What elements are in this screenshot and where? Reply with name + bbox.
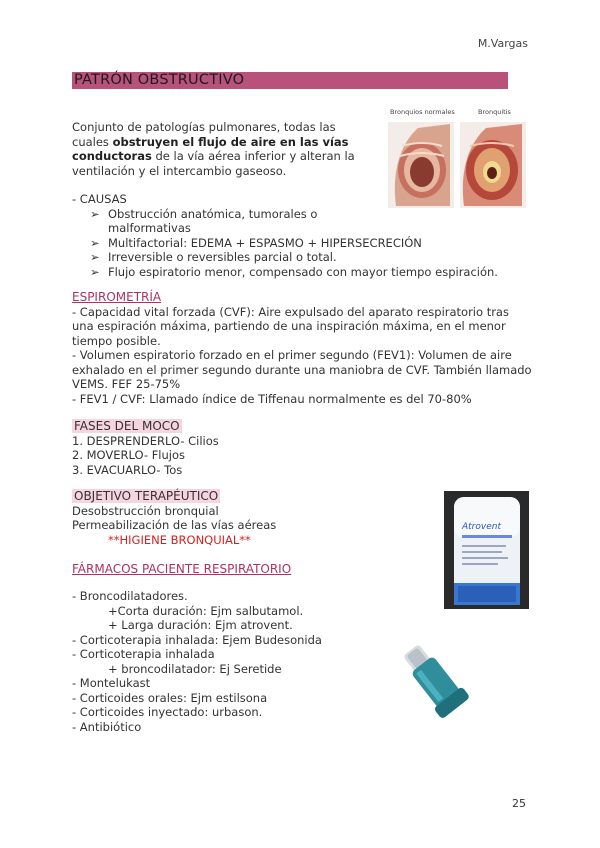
arrow-bullet-icon: ➢ [90,264,100,279]
list-item: ➢ Irreversible o reversibles parcial o total. [90,250,337,264]
list-item: ➢ Multifactorial: EDEMA + ESPASMO + HIPERSECRECIÓN [90,235,422,250]
objetivo-line: Desobstrucción bronquial [72,503,219,518]
farmacos-heading: FÁRMACOS PACIENTE RESPIRATORIO [72,562,292,576]
list-item: + broncodilatador: Ej Seretide [108,661,282,676]
higiene-bronquial-highlight: **HIGIENE BRONQUIAL** [108,532,251,547]
causes-list [72,207,532,280]
list-item: - Broncodilatadores. [72,589,188,603]
espirometria-line: - FEV1 / CVF: Llamado índice de Tiffenau normalmente es del 70-80% [72,391,472,406]
author-name: M.Vargas [477,37,528,50]
list-item: - Corticoterapia inhalada [72,647,215,661]
page-number: 25 [512,797,526,810]
page-title: PATRÓN OBSTRUCTIVO [74,72,245,88]
espirometria-line: - Volumen espiratorio forzado en el primer segundo (FEV1): Volumen de aire exhalado en el primer segundo durante una maniobra de CVF. También llamado VEMS. FEF 25-75% [72,348,532,391]
list-item: - Corticoides orales: Ejm estilsona [72,690,268,705]
farmacos-list [72,589,402,734]
list-item: 3. EVACUARLO- Tos [72,462,183,477]
espirometria-heading: ESPIROMETRÍA [72,290,162,304]
list-item: - Antibiótico [72,719,142,734]
intro-paragraph [72,120,362,178]
inhaler-device-illustration [394,640,474,720]
arrow-bullet-icon: ➢ [90,235,100,250]
list-item: - Corticoides inyectado: urbason. [72,705,263,719]
list-item: +Corta duración: Ejm salbutamol. [108,603,304,618]
list-item: 2. MOVERLO- Flujos [72,448,186,462]
objetivo-section [72,489,372,547]
list-item: ➢ Obstrucción anatómica, tumorales o malformativas [90,206,318,235]
list-item: - Corticoterapia inhalada: Ejem Budesonida [72,632,322,647]
bronchi-bronchitis-label: Bronquitis [478,108,511,116]
list-item: 1. DESPRENDERLO- Cilios [72,433,219,448]
list-item: + Larga duración: Ejm atrovent. [108,618,293,632]
list-item: ➢ Flujo espiratorio menor, compensado con mayor tiempo espiración. [90,264,498,279]
causes-heading: - CAUSAS [72,192,127,206]
intro-bold-text: obstruyen el flujo de aire en las vías conductoras [72,134,349,163]
list-item: - Montelukast [72,676,151,690]
inhaler-brand-label: Atrovent [462,522,501,532]
arrow-bullet-icon: ➢ [90,250,100,264]
objetivo-line: Permeabilización de las vías aéreas [72,518,277,532]
intro-text-start: Conjunto de patologías pulmonares, todas las cuales [72,120,336,149]
espirometria-section [72,290,532,406]
intro-text-end: de la vía aérea inferior y alteran la ventilación y el intercambio gaseoso. [72,149,355,178]
inhaler-box-photo [444,491,529,609]
espirometria-line: - Capacidad vital forzada (CVF): Aire expulsado del aparato respiratorio tras una espiración máxima, partiendo de una inspiración máxima, en el menor tiempo posible. [72,304,509,348]
objetivo-heading: OBJETIVO TERAPÉUTICO [74,489,219,503]
fases-section [72,419,372,477]
arrow-bullet-icon: ➢ [90,206,100,221]
bronchi-normal-label: Bronquios normales [390,108,455,116]
causes-section [72,192,532,279]
fases-heading: FASES DEL MOCO [74,419,180,433]
